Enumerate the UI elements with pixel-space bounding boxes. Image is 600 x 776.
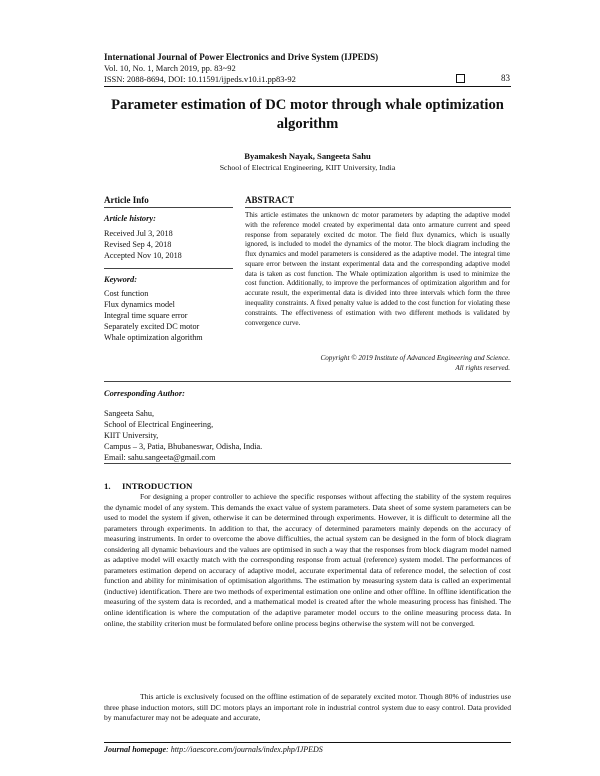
page-number: 83 <box>501 73 510 83</box>
paragraph-text: For designing a proper controller to achieve the specific responses without affecting the stability of the system requires the dynamic model of any system. This demands the exact value of system parameters. Data sheet of some system parameters can be used to model the system if given, otherwise it can be determined through experiments. However, it is difficult to determine all the parameters through experiments. In addition to that, the accuracy of determined parameters mainly depends on the accuracy of measuring instruments. In order to overcome the above difficulties, the actual system can be designed in the form of block diagram considering all dynamic behaviours and the values are optimised in such a way that the responses from block diagram model named as adaptive model will exactly match with the corresponding response from actual (reference) system model. The performances of parameters estimation depend on accuracy of adaptive model, accurate experimental data of reference model, the selection of cost function and ability for minimisation of optimisation algorithms. The estimation by measuring system data is called an experimental (inductive) identification. There are two methods of experimental estimation one online and other offline. In offline identification the measuring of the system data is recorded, and a mathematical model is created after the whole measuring process has finished. The online identification is where the computation of the adaptive parameter model occurs to the online measuring process data. In online, the stability criterion must be formulated before online process begins otherwise the system will not be converged. <box>104 492 511 628</box>
history-accepted: Accepted Nov 10, 2018 <box>104 250 182 260</box>
journal-homepage: Journal homepage: http://iaescore.com/journals/index.php/IJPEDS <box>104 745 323 754</box>
section-number: 1. <box>104 481 111 491</box>
paper-title: Parameter estimation of DC motor through whale optimization algorithm <box>111 97 504 132</box>
square-icon <box>456 74 465 83</box>
corresponding-university: KIIT University, <box>104 430 159 440</box>
section-divider <box>104 381 511 382</box>
abstract-text: This article estimates the unknown dc motor parameters by adapting the adaptive model with the reference model created by experimental data onto armature current and speed response from separately excited dc motor. The field flux dynamics, which is usually ignored, is included to model the dynamics of the motor. The block diagram including the flux dynamics and model parameters is considered as the adaptive model. The integral time square error between the instant experimental data and the corresponding adaptive model data is taken as cost function. The Whale optimization algorithm is used to minimize the cost function. Additionally, to improve the performances of optimization algorithm and for accurate result, the experimental data is divided into three intervals which form the three inequality constraints. A fixed penalty value is added to the cost function for violating these constraints. The effectiveness of estimation with two different methods is validated by convergence curve. <box>245 211 510 327</box>
homepage-label: Journal homepage <box>104 745 167 754</box>
abstract-rule <box>245 207 511 208</box>
article-info-rule <box>104 207 233 208</box>
keyword-item: Integral time square error <box>104 310 188 320</box>
copyright-line: All rights reserved. <box>455 363 510 372</box>
corresponding-details <box>104 409 262 464</box>
intro-paragraph <box>104 692 511 724</box>
corresponding-school: School of Electrical Engineering, <box>104 419 214 429</box>
history-revised: Revised Sep 4, 2018 <box>104 239 172 249</box>
footer-divider <box>104 742 511 743</box>
section-title: INTRODUCTION <box>122 481 193 491</box>
corresponding-address: Campus – 3, Patia, Bhubaneswar, Odisha, India. <box>104 441 263 451</box>
journal-name: International Journal of Power Electronics and Drive System (IJPEDS) <box>104 52 379 62</box>
affiliation: School of Electrical Engineering, KIIT University, India <box>219 163 396 172</box>
paragraph-text: This article is exclusively focused on the offline estimation of de separately excited motor. Though 80% of industries use three phase induction motors, still DC motors plays an important role in industrial control system due to easy control. Data provided by manufacturer may not be adequate and accurate, <box>104 692 511 723</box>
corresponding-email: Email: sahu.sangeeta@gmail.com <box>104 452 216 462</box>
article-history-heading: Article history: <box>104 214 156 223</box>
intro-paragraph <box>104 492 511 629</box>
authors: Byamakesh Nayak, Sangeeta Sahu <box>244 151 371 161</box>
homepage-link[interactable]: http://iaescore.com/journals/index.php/IJPEDS <box>170 745 323 754</box>
issn-doi: ISSN: 2088-8694, DOI: 10.11591/ijpeds.v10.i1.pp83-92 <box>104 74 296 84</box>
keyword-heading: Keyword: <box>104 275 138 284</box>
keyword-item: Cost function <box>104 289 149 298</box>
keyword-item: Whale optimization algorithm <box>104 332 203 342</box>
volume-info: Vol. 10, No. 1, March 2019, pp. 83~92 <box>104 63 236 73</box>
keyword-item: Flux dynamics model <box>104 299 175 309</box>
keyword-rule <box>104 268 233 269</box>
header-divider <box>104 86 511 87</box>
keyword-list <box>104 289 203 344</box>
article-info-heading: Article Info <box>104 195 149 205</box>
copyright <box>245 354 510 373</box>
history-received: Received Jul 3, 2018 <box>104 229 173 238</box>
introduction-heading <box>104 481 192 491</box>
abstract-heading: ABSTRACT <box>245 195 295 205</box>
copyright-line: Copyright © 2019 Institute of Advanced Engineering and Science. <box>320 354 510 362</box>
article-history <box>104 229 182 262</box>
corresponding-name: Sangeeta Sahu, <box>104 409 155 418</box>
corresponding-heading: Corresponding Author: <box>104 389 185 398</box>
section-divider <box>104 463 511 464</box>
keyword-item: Separately excited DC motor <box>104 321 200 331</box>
